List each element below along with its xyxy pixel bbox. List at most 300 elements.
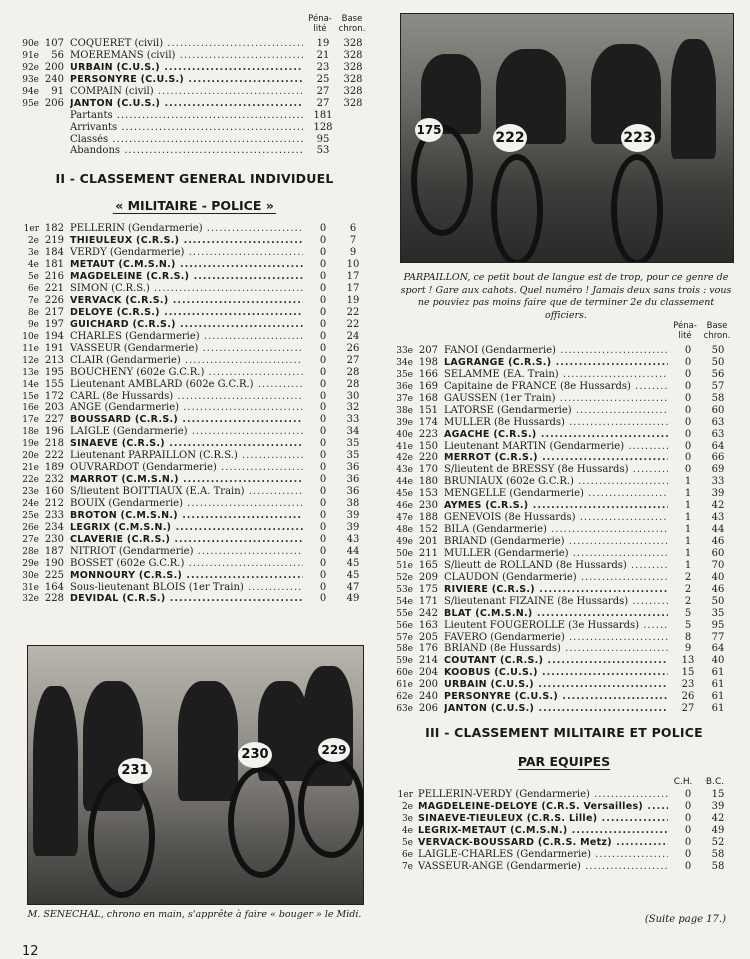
base-chron: 64 xyxy=(711,643,725,655)
rider-name: LEGRIX (C.M.S.N.) ..... xyxy=(70,522,303,534)
rank: 18e xyxy=(22,427,39,438)
rider-name: MULLER (8e Hussards) ..... xyxy=(444,417,668,429)
rank: 35e xyxy=(396,369,413,380)
bib-number: 198 xyxy=(418,356,438,368)
bib-number: 242 xyxy=(418,607,438,619)
ranking-row xyxy=(22,50,367,62)
bib-number: 232 xyxy=(44,474,64,486)
bib-number: 191 xyxy=(44,342,64,354)
ranking-row xyxy=(22,593,367,605)
stat-row xyxy=(22,110,367,122)
rank: 33e xyxy=(396,346,413,356)
base-chron: 60 xyxy=(711,404,725,416)
base-chron: 328 xyxy=(343,97,363,109)
bib-number: 200 xyxy=(44,61,64,73)
rank: 3e xyxy=(401,813,413,824)
ranking-row xyxy=(396,381,732,393)
rank: 14e xyxy=(22,379,39,390)
rank: 40e xyxy=(396,429,413,440)
rider-name: GAUSSEN (1er Train) ..... xyxy=(444,393,668,405)
rank: 44e xyxy=(396,477,413,488)
rank: 3e xyxy=(27,248,39,259)
ranking-row xyxy=(22,86,367,98)
column-header xyxy=(396,319,732,345)
rider-name: SELAMME (EA. Train) ..... xyxy=(444,369,668,381)
penalty: 0 xyxy=(319,354,327,366)
base-chron: 50 xyxy=(711,595,725,607)
base-chron: 46 xyxy=(711,536,725,547)
rider-name: FANOI (Gendarmerie) ..... xyxy=(444,345,668,357)
base-chron: 7 xyxy=(349,235,357,247)
rider-name: DEVIDAL (C.R.S.) ..... xyxy=(70,593,303,605)
rank: 9e xyxy=(27,319,39,330)
race-plate: 231 xyxy=(118,758,152,784)
rank: 92e xyxy=(22,62,39,73)
penalty: 0 xyxy=(684,428,692,440)
rank: 93e xyxy=(22,74,39,85)
ranking-row xyxy=(22,462,367,474)
team-row xyxy=(396,789,732,801)
photo-caption: PARPAILLON, ce petit bout de langue est de trop, pour ce genre de sport ! Gare aux cahots. Quel numéro ! Jamais deux sans trois : vous ne pouviez pas moins faire que de terminer 2e du classement officiers. xyxy=(400,272,732,321)
rank: 13e xyxy=(22,367,39,378)
rank: 91e xyxy=(22,50,39,61)
rank: 28e xyxy=(22,546,39,557)
rider-name: Lieutenant AMBLARD (602e G.C.R.) ..... xyxy=(70,379,303,391)
photo-riders-start xyxy=(400,13,734,263)
rider-name: Sous-lieutenant BLOIS (1er Train) ..... xyxy=(70,582,303,594)
bib-number: 180 xyxy=(418,476,438,488)
rider-name: KOOBUS (C.U.S.) ..... xyxy=(444,667,668,679)
bib-number: 226 xyxy=(44,295,64,306)
bib-number: 184 xyxy=(44,247,64,259)
base-chron: 26 xyxy=(346,342,360,354)
base-chron: 35 xyxy=(711,607,725,619)
ranking-row xyxy=(22,235,367,247)
bc-value: 39 xyxy=(711,801,725,812)
ranking-row xyxy=(396,500,732,512)
bib-number: 153 xyxy=(418,488,438,500)
ranking-row xyxy=(22,355,367,367)
bib-number: 213 xyxy=(44,354,64,366)
bib-number: 187 xyxy=(44,545,64,557)
rider-name: MULLER (Gendarmerie) ..... xyxy=(444,548,668,560)
section-title: III - CLASSEMENT MILITAIRE ET POLICE xyxy=(425,725,703,741)
ranking-row xyxy=(396,703,732,715)
ranking-row xyxy=(22,247,367,259)
penalty: 0 xyxy=(319,295,327,306)
bib-number: 197 xyxy=(44,318,64,330)
penalty: 0 xyxy=(319,378,327,390)
rank: 26e xyxy=(22,522,39,533)
base-chron: 43 xyxy=(346,533,360,545)
ranking-row xyxy=(396,667,732,679)
bc-header: B.C. xyxy=(705,777,725,788)
rank: 21e xyxy=(22,463,39,474)
ranking-row xyxy=(396,632,732,644)
bib-number: 194 xyxy=(44,330,64,342)
rank: 12e xyxy=(22,355,39,366)
penalty: 0 xyxy=(319,283,327,295)
rank: 24e xyxy=(22,498,39,509)
team-row xyxy=(396,849,732,861)
penalty: 0 xyxy=(319,318,327,330)
base-chron: 34 xyxy=(346,426,360,438)
ranking-row xyxy=(22,558,367,570)
bib-number: 233 xyxy=(44,509,64,521)
base-chron: 95 xyxy=(711,619,725,631)
rider-name: BRIAND (Gendarmerie) ..... xyxy=(444,536,668,548)
race-plate: 223 xyxy=(621,124,655,152)
penalty: 5 xyxy=(684,619,692,631)
rank: 30e xyxy=(22,570,39,581)
base-chron: 38 xyxy=(346,497,360,509)
base-chron: 40 xyxy=(711,571,725,583)
rider-name: S/lieutenant FIZAINE (8e Hussards) ..... xyxy=(444,596,668,608)
bib-number: 168 xyxy=(418,392,438,404)
ranking-row xyxy=(22,74,367,86)
base-chron: 6 xyxy=(349,223,357,235)
base-chron: 42 xyxy=(711,500,725,512)
penalty: 23 xyxy=(316,61,330,73)
bib-number: 151 xyxy=(418,404,438,416)
bib-number: 204 xyxy=(418,667,438,679)
rider-name: VERVACK (C.R.S.) ..... xyxy=(70,295,303,307)
rider-name: RIVIERE (C.R.S.) ..... xyxy=(444,584,668,596)
rider-name: MENGELLE (Gendarmerie) ..... xyxy=(444,488,668,500)
ranking-row xyxy=(396,596,732,608)
penalty: 0 xyxy=(684,464,692,476)
penalty: 25 xyxy=(316,73,330,85)
base-chron: 49 xyxy=(346,593,360,605)
base-chron: 60 xyxy=(711,547,725,559)
bc-value: 52 xyxy=(711,836,725,848)
base-chron: 46 xyxy=(711,583,725,595)
penalty: 0 xyxy=(684,416,692,428)
ranking-row xyxy=(396,393,732,405)
rider-name: URBAIN (C.U.S.) ..... xyxy=(70,62,303,74)
rank: 11e xyxy=(22,343,39,354)
base-chron-header: Base chron. xyxy=(703,321,731,341)
team-row xyxy=(396,801,732,813)
ranking-row xyxy=(22,259,367,271)
ranking-row xyxy=(22,570,367,582)
penalty: 0 xyxy=(684,440,692,452)
penalty: 0 xyxy=(319,330,327,342)
rider-name: PERSONYRE (C.U.S.) ..... xyxy=(444,691,668,703)
ranking-row xyxy=(396,452,732,464)
penalty: 1 xyxy=(684,500,692,512)
penalty: 26 xyxy=(681,691,695,703)
bib-number: 212 xyxy=(44,497,64,509)
bc-value: 58 xyxy=(711,860,725,872)
rider-name: BILA (Gendarmerie) ..... xyxy=(444,524,668,536)
team-row xyxy=(396,813,732,825)
page-number: 12 xyxy=(22,944,39,959)
ranking-row xyxy=(396,572,732,584)
penalty: 0 xyxy=(319,545,327,557)
penalty: 0 xyxy=(684,404,692,416)
rank: 55e xyxy=(396,608,413,619)
penalty: 0 xyxy=(319,366,327,378)
right-column xyxy=(396,319,732,873)
rank: 4e xyxy=(27,260,39,271)
penalty: 0 xyxy=(319,497,327,509)
section-title: II - CLASSEMENT GENERAL INDIVIDUEL xyxy=(55,171,334,187)
bib-number: 182 xyxy=(44,223,64,235)
base-chron: 77 xyxy=(711,631,725,643)
base-chron: 28 xyxy=(346,378,360,390)
ch-value: 0 xyxy=(684,848,692,860)
rider-name: Lieutenant MARTIN (Gendarmerie) ..... xyxy=(444,441,668,453)
rider-name: VERDY (Gendarmerie) ..... xyxy=(70,247,303,259)
base-chron: 17 xyxy=(346,283,360,295)
penalty: 8 xyxy=(684,631,692,643)
rider-name: BOUSSARD (C.R.S.) ..... xyxy=(70,414,303,426)
penalty: 15 xyxy=(681,667,695,679)
rank: 37e xyxy=(396,393,413,404)
rank: 16e xyxy=(22,403,39,414)
ranking-row xyxy=(22,414,367,426)
rider-name: Lieutent FOUGEROLLE (3e Hussards) ..... xyxy=(444,620,668,632)
ranking-row xyxy=(22,474,367,486)
team-row xyxy=(396,837,732,849)
ch-header: C.H. xyxy=(673,777,693,788)
bib-number: 150 xyxy=(418,440,438,452)
rank: 5e xyxy=(27,272,39,283)
rank: 38e xyxy=(396,405,413,416)
rider-name: FAVERO (Gendarmerie) ..... xyxy=(444,632,668,644)
bib-number: 171 xyxy=(418,595,438,607)
base-chron: 36 xyxy=(346,474,360,486)
rank: 22e xyxy=(22,475,39,486)
military-police-ranking xyxy=(22,223,367,605)
stat-value: 95 xyxy=(316,133,330,145)
bib-number: 152 xyxy=(418,524,438,536)
team-name: VERVACK-BOUSSARD (C.R.S. Metz) ..... xyxy=(418,837,668,849)
bib-number: 217 xyxy=(44,306,64,318)
rank: 60e xyxy=(396,668,413,679)
rider-name: S/lieutent BOITTIAUX (E.A. Train) ..... xyxy=(70,486,303,498)
penalty: 0 xyxy=(319,533,327,545)
ranking-row xyxy=(22,450,367,462)
stat-value: 128 xyxy=(313,121,333,133)
rider-name: Capitaine de FRANCE (8e Hussards) ..... xyxy=(444,381,668,393)
rider-name: AYMES (C.R.S.) ..... xyxy=(444,500,668,512)
ranking-row xyxy=(396,429,732,441)
ranking-row xyxy=(22,343,367,355)
ranking-row xyxy=(22,295,367,307)
bib-number: 218 xyxy=(44,438,64,450)
base-chron: 58 xyxy=(711,392,725,404)
penalty: 1 xyxy=(684,512,692,524)
penalty: 1 xyxy=(684,488,692,500)
bib-number: 206 xyxy=(44,97,64,109)
rider-name: MARROT (C.M.S.N.) ..... xyxy=(70,474,303,486)
penalty: 13 xyxy=(681,655,695,667)
rider-name: COUTANT (C.R.S.) ..... xyxy=(444,655,668,667)
race-plate: 175 xyxy=(415,118,443,142)
rank: 2e xyxy=(401,802,413,812)
rider-name: MOEREMANS (civil) ..... xyxy=(70,50,303,62)
rank: 62e xyxy=(396,692,413,703)
bib-number: 190 xyxy=(44,557,64,569)
base-chron: 28 xyxy=(346,366,360,378)
rank: 95e xyxy=(22,98,39,109)
rank: 48e xyxy=(396,525,413,536)
bib-number: 209 xyxy=(418,571,438,583)
bib-number: 181 xyxy=(44,259,64,271)
ranking-row xyxy=(396,608,732,620)
bib-number: 200 xyxy=(418,679,438,691)
ranking-row xyxy=(396,536,732,548)
bib-number: 196 xyxy=(44,426,64,438)
bc-value: 42 xyxy=(711,812,725,824)
ranking-row xyxy=(22,438,367,450)
base-chron: 56 xyxy=(711,368,725,380)
base-chron: 45 xyxy=(346,557,360,569)
rank: 1er xyxy=(23,224,39,235)
penalty: 23 xyxy=(681,679,695,691)
rider-name: LAIGLE (Gendarmerie) ..... xyxy=(70,426,303,438)
team-header xyxy=(396,769,732,789)
base-chron: 328 xyxy=(343,85,363,97)
ranking-row xyxy=(22,331,367,343)
bib-number: 228 xyxy=(44,593,64,605)
bib-number: 172 xyxy=(44,390,64,402)
base-chron: 61 xyxy=(711,667,725,679)
base-chron: 40 xyxy=(711,655,725,667)
bc-value: 49 xyxy=(711,824,725,836)
bib-number: 230 xyxy=(418,500,438,512)
bib-number: 155 xyxy=(44,378,64,390)
penalty: 0 xyxy=(319,390,327,402)
base-chron: 39 xyxy=(346,509,360,521)
rider-name: COMPAIN (civil) ..... xyxy=(70,86,303,98)
race-plate: 230 xyxy=(238,742,272,768)
penalty: 0 xyxy=(319,235,327,247)
penalty: 0 xyxy=(684,368,692,380)
ranking-row xyxy=(22,367,367,379)
ch-value: 0 xyxy=(684,824,692,836)
penalty: 0 xyxy=(319,223,327,235)
penalty: 1 xyxy=(684,559,692,571)
rank: 19e xyxy=(22,439,39,450)
ranking-row xyxy=(22,522,367,534)
penalty: 0 xyxy=(684,392,692,404)
rider-name: BOUIX (Gendarmerie) ..... xyxy=(70,498,303,510)
rank: 29e xyxy=(22,558,39,569)
bib-number: 219 xyxy=(44,235,64,247)
base-chron: 63 xyxy=(711,428,725,440)
subsection-title: PAR EQUIPES xyxy=(517,754,611,770)
rank: 41e xyxy=(396,441,413,452)
base-chron: 9 xyxy=(349,247,357,259)
rider-name: THIEULEUX (C.R.S.) ..... xyxy=(70,235,303,247)
bib-number: 175 xyxy=(418,583,438,595)
rank: 15e xyxy=(22,391,39,402)
team-name: VASSEUR-ANGE (Gendarmerie) ..... xyxy=(418,861,668,873)
base-chron: 63 xyxy=(711,416,725,428)
penalty: 0 xyxy=(319,474,327,486)
rank: 90e xyxy=(22,39,39,49)
ranking-row xyxy=(22,307,367,319)
ranking-row xyxy=(396,560,732,572)
rank: 51e xyxy=(396,560,413,571)
bib-number: 223 xyxy=(418,428,438,440)
rider-name: CARL (8e Hussards) ..... xyxy=(70,391,303,403)
penalty: 27 xyxy=(681,703,695,715)
bib-number: 220 xyxy=(418,452,438,464)
rank: 58e xyxy=(396,644,413,655)
penalty: 21 xyxy=(316,49,330,61)
ranking-row xyxy=(396,620,732,632)
bib-number: 169 xyxy=(418,380,438,392)
rank: 53e xyxy=(396,584,413,595)
rider-name: MAGDELEINE (C.R.S.) ..... xyxy=(70,271,303,283)
ranking-row xyxy=(22,498,367,510)
base-chron: 50 xyxy=(711,345,725,356)
ranking-row xyxy=(22,379,367,391)
rider-name: JANTON (C.U.S.) ..... xyxy=(70,98,303,110)
rank: 32e xyxy=(22,594,39,605)
rider-name: LATORSE (Gendarmerie) ..... xyxy=(444,405,668,417)
base-chron: 66 xyxy=(711,452,725,464)
rank: 94e xyxy=(22,86,39,97)
rank: 56e xyxy=(396,620,413,631)
rank: 7e xyxy=(27,296,39,306)
bib-number: 227 xyxy=(44,414,64,426)
penalty: 0 xyxy=(319,342,327,354)
base-chron: 36 xyxy=(346,462,360,474)
bib-number: 240 xyxy=(418,691,438,703)
ranking-row xyxy=(396,357,732,369)
rank: 47e xyxy=(396,513,413,524)
penalty: 0 xyxy=(684,345,692,356)
base-chron: 69 xyxy=(711,464,725,476)
stat-label: Abandons ..... xyxy=(70,145,303,157)
base-chron: 44 xyxy=(711,524,725,536)
penalty: 0 xyxy=(319,593,327,605)
bib-number: 107 xyxy=(44,38,64,49)
stat-value: 53 xyxy=(316,145,330,157)
base-chron: 35 xyxy=(346,450,360,462)
bib-number: 216 xyxy=(44,271,64,283)
ranking-row xyxy=(396,476,732,488)
stat-value: 181 xyxy=(313,109,333,121)
base-chron: 24 xyxy=(346,330,360,342)
rider-name: ANGE (Gendarmerie) ..... xyxy=(70,402,303,414)
rider-name: CLAIR (Gendarmerie) ..... xyxy=(70,355,303,367)
bib-number: 230 xyxy=(44,533,64,545)
base-chron: 19 xyxy=(346,295,360,306)
military-police-ranking-continued xyxy=(396,345,732,715)
column-header xyxy=(22,8,367,38)
rider-name: SIMON (C.R.S.) ..... xyxy=(70,283,303,295)
rider-name: METAUT (C.M.S.N.) ..... xyxy=(70,259,303,271)
base-chron: 70 xyxy=(711,559,725,571)
penalty: 0 xyxy=(319,462,327,474)
rider-name: GENEVOIS (8e Hussards) ..... xyxy=(444,512,668,524)
rider-name: CHARLES (Gendarmerie) ..... xyxy=(70,331,303,343)
penalty: 27 xyxy=(316,97,330,109)
team-row xyxy=(396,825,732,837)
rank: 59e xyxy=(396,656,413,667)
ranking-row xyxy=(396,405,732,417)
rank: 23e xyxy=(22,487,39,497)
rider-name: MERROT (C.R.S.) ..... xyxy=(444,452,668,464)
base-chron: 36 xyxy=(346,486,360,497)
rider-name: CLAVERIE (C.R.S.) ..... xyxy=(70,534,303,546)
